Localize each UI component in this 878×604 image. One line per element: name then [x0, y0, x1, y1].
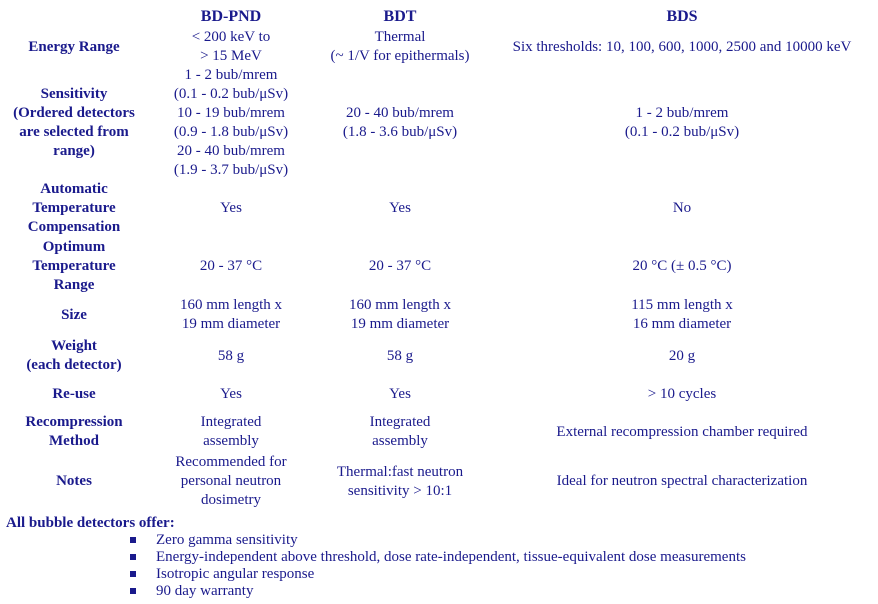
footer-title: All bubble detectors offer:	[6, 515, 175, 531]
table-cell	[486, 28, 878, 66]
cell-line: Integrated	[200, 414, 262, 430]
cell-line: (1.8 - 3.6 bub/μSv)	[342, 124, 458, 140]
row-header-line: Temperature	[32, 257, 116, 274]
table-cell	[148, 66, 314, 180]
square-bullet-icon	[130, 537, 136, 543]
table-cell	[486, 411, 878, 453]
cell-line: (0.1 - 0.2 bub/μSv)	[624, 124, 740, 140]
feature-text: Zero gamma sensitivity	[156, 532, 298, 548]
table-row	[0, 66, 878, 180]
row-header-line: Sensitivity	[40, 86, 108, 102]
cell-line: No	[672, 200, 692, 216]
table-body	[0, 28, 878, 510]
cell-line: 20 g	[668, 347, 696, 364]
table-cell	[148, 237, 314, 295]
table-cell	[148, 295, 314, 335]
row-header-line: Weight	[51, 338, 97, 354]
cell-line: > 15 MeV	[200, 48, 262, 64]
table-cell	[486, 66, 878, 180]
row-header-line: Energy Range	[28, 38, 120, 55]
table-cell	[148, 180, 314, 237]
feature-text: 90 day warranty	[156, 583, 254, 599]
table-row	[0, 411, 878, 453]
cell-line: 20 °C (± 0.5 °C)	[632, 257, 732, 274]
row-header-line: Size	[61, 306, 87, 323]
cell-line: 16 mm diameter	[632, 316, 732, 332]
cell-line: 1 - 2 bub/mrem	[184, 67, 278, 83]
square-bullet-icon	[130, 554, 136, 560]
table-row	[0, 28, 878, 66]
footer-notes	[6, 514, 866, 600]
header-row	[0, 4, 878, 28]
row-header	[0, 237, 148, 295]
cell-line: Recommended for	[175, 454, 287, 470]
row-header	[0, 453, 148, 510]
cell-line: sensitivity > 10:1	[347, 482, 453, 499]
feature-item	[126, 566, 866, 583]
table-cell	[314, 28, 486, 66]
cell-line: (1.9 - 3.7 bub/μSv)	[173, 162, 289, 178]
cell-line: Integrated	[369, 414, 431, 430]
table-row	[0, 377, 878, 411]
column-header-bdt: BDT	[383, 7, 417, 25]
cell-line: Yes	[389, 385, 411, 402]
cell-line: 20 - 40 bub/mrem	[177, 143, 285, 159]
cell-line: 160 mm length x	[179, 297, 283, 313]
feature-item	[126, 532, 866, 549]
cell-line: 20 - 40 bub/mrem	[346, 105, 454, 121]
cell-line: personal neutron	[180, 473, 282, 489]
feature-list	[6, 532, 866, 600]
feature-item	[126, 583, 866, 600]
cell-line: Thermal	[374, 29, 426, 45]
row-header	[0, 411, 148, 453]
table-cell	[314, 66, 486, 180]
cell-line: 58 g	[386, 347, 414, 364]
table-cell	[314, 237, 486, 295]
row-header-line: Recompression	[25, 414, 123, 430]
table-row	[0, 237, 878, 295]
cell-line: 19 mm diameter	[181, 316, 281, 332]
square-bullet-icon	[130, 571, 136, 577]
cell-line: (~ 1/V for epithermals)	[330, 48, 470, 64]
row-header	[0, 335, 148, 377]
table-cell	[486, 377, 878, 411]
row-header	[0, 377, 148, 411]
table-cell	[148, 411, 314, 453]
row-header-line: Range	[53, 276, 95, 293]
table-row	[0, 295, 878, 335]
column-header-bds: BDS	[666, 7, 698, 25]
feature-text: Energy-independent above threshold, dose rate-independent, tissue-equivalent dose measurements	[156, 549, 746, 565]
cell-line: External recompression chamber required	[556, 423, 808, 440]
table-cell	[148, 28, 314, 66]
table-cell	[314, 377, 486, 411]
cell-line: assembly	[372, 433, 428, 449]
cell-line: 20 - 37 °C	[199, 257, 263, 274]
table-cell	[314, 411, 486, 453]
cell-line: Six thresholds: 10, 100, 600, 1000, 2500 and 10000 keV	[512, 38, 852, 55]
table-cell	[486, 295, 878, 335]
row-header-line: Optimum	[42, 238, 106, 255]
row-header-line: range)	[53, 143, 95, 159]
cell-line: 10 - 19 bub/mrem	[177, 105, 285, 121]
table-row	[0, 180, 878, 237]
cell-line: (0.1 - 0.2 bub/μSv)	[173, 86, 289, 102]
cell-line: Yes	[220, 200, 242, 216]
row-header	[0, 28, 148, 66]
cell-line: 20 - 37 °C	[368, 257, 432, 274]
cell-line: 19 mm diameter	[350, 316, 450, 332]
table-cell	[314, 295, 486, 335]
table-cell	[314, 335, 486, 377]
cell-line: assembly	[203, 433, 259, 449]
table-cell	[486, 335, 878, 377]
cell-line: (0.9 - 1.8 bub/μSv)	[173, 124, 289, 140]
cell-line: 115 mm length x	[631, 297, 733, 313]
table-cell	[148, 335, 314, 377]
table-cell	[148, 453, 314, 510]
table-cell	[486, 453, 878, 510]
square-bullet-icon	[130, 588, 136, 594]
table-cell	[486, 237, 878, 295]
table-row	[0, 335, 878, 377]
comparison-table	[0, 4, 878, 510]
cell-line: 160 mm length x	[348, 297, 452, 313]
cell-line: dosimetry	[201, 492, 261, 508]
feature-item	[126, 549, 866, 566]
cell-line: < 200 keV to	[191, 29, 271, 45]
cell-line: 1 - 2 bub/mrem	[635, 105, 729, 121]
row-header	[0, 66, 148, 180]
row-header	[0, 295, 148, 335]
cell-line: Thermal:fast neutron	[336, 463, 464, 480]
feature-text: Isotropic angular response	[156, 566, 315, 582]
table-row	[0, 453, 878, 510]
row-header-line: (each detector)	[26, 357, 122, 373]
cell-line: > 10 cycles	[647, 385, 717, 402]
cell-line: Yes	[389, 200, 411, 216]
row-header-line: Automatic	[40, 181, 108, 197]
corner-cell	[0, 4, 148, 28]
row-header-line: Method	[49, 433, 99, 449]
table-cell	[148, 377, 314, 411]
row-header-line: Temperature	[32, 200, 116, 216]
row-header-line: Re-use	[52, 385, 96, 402]
table-cell	[314, 180, 486, 237]
row-header-line: (Ordered detectors	[13, 105, 135, 121]
row-header-line: are selected from	[19, 124, 129, 140]
cell-line: Ideal for neutron spectral characterization	[556, 473, 808, 489]
cell-line: 58 g	[217, 347, 245, 364]
table-cell	[314, 453, 486, 510]
cell-line: Yes	[220, 385, 242, 402]
table-cell	[486, 180, 878, 237]
row-header	[0, 180, 148, 237]
row-header-line: Notes	[56, 473, 92, 489]
column-header-bd-pnd: BD-PND	[200, 7, 262, 25]
row-header-line: Compensation	[27, 219, 121, 235]
